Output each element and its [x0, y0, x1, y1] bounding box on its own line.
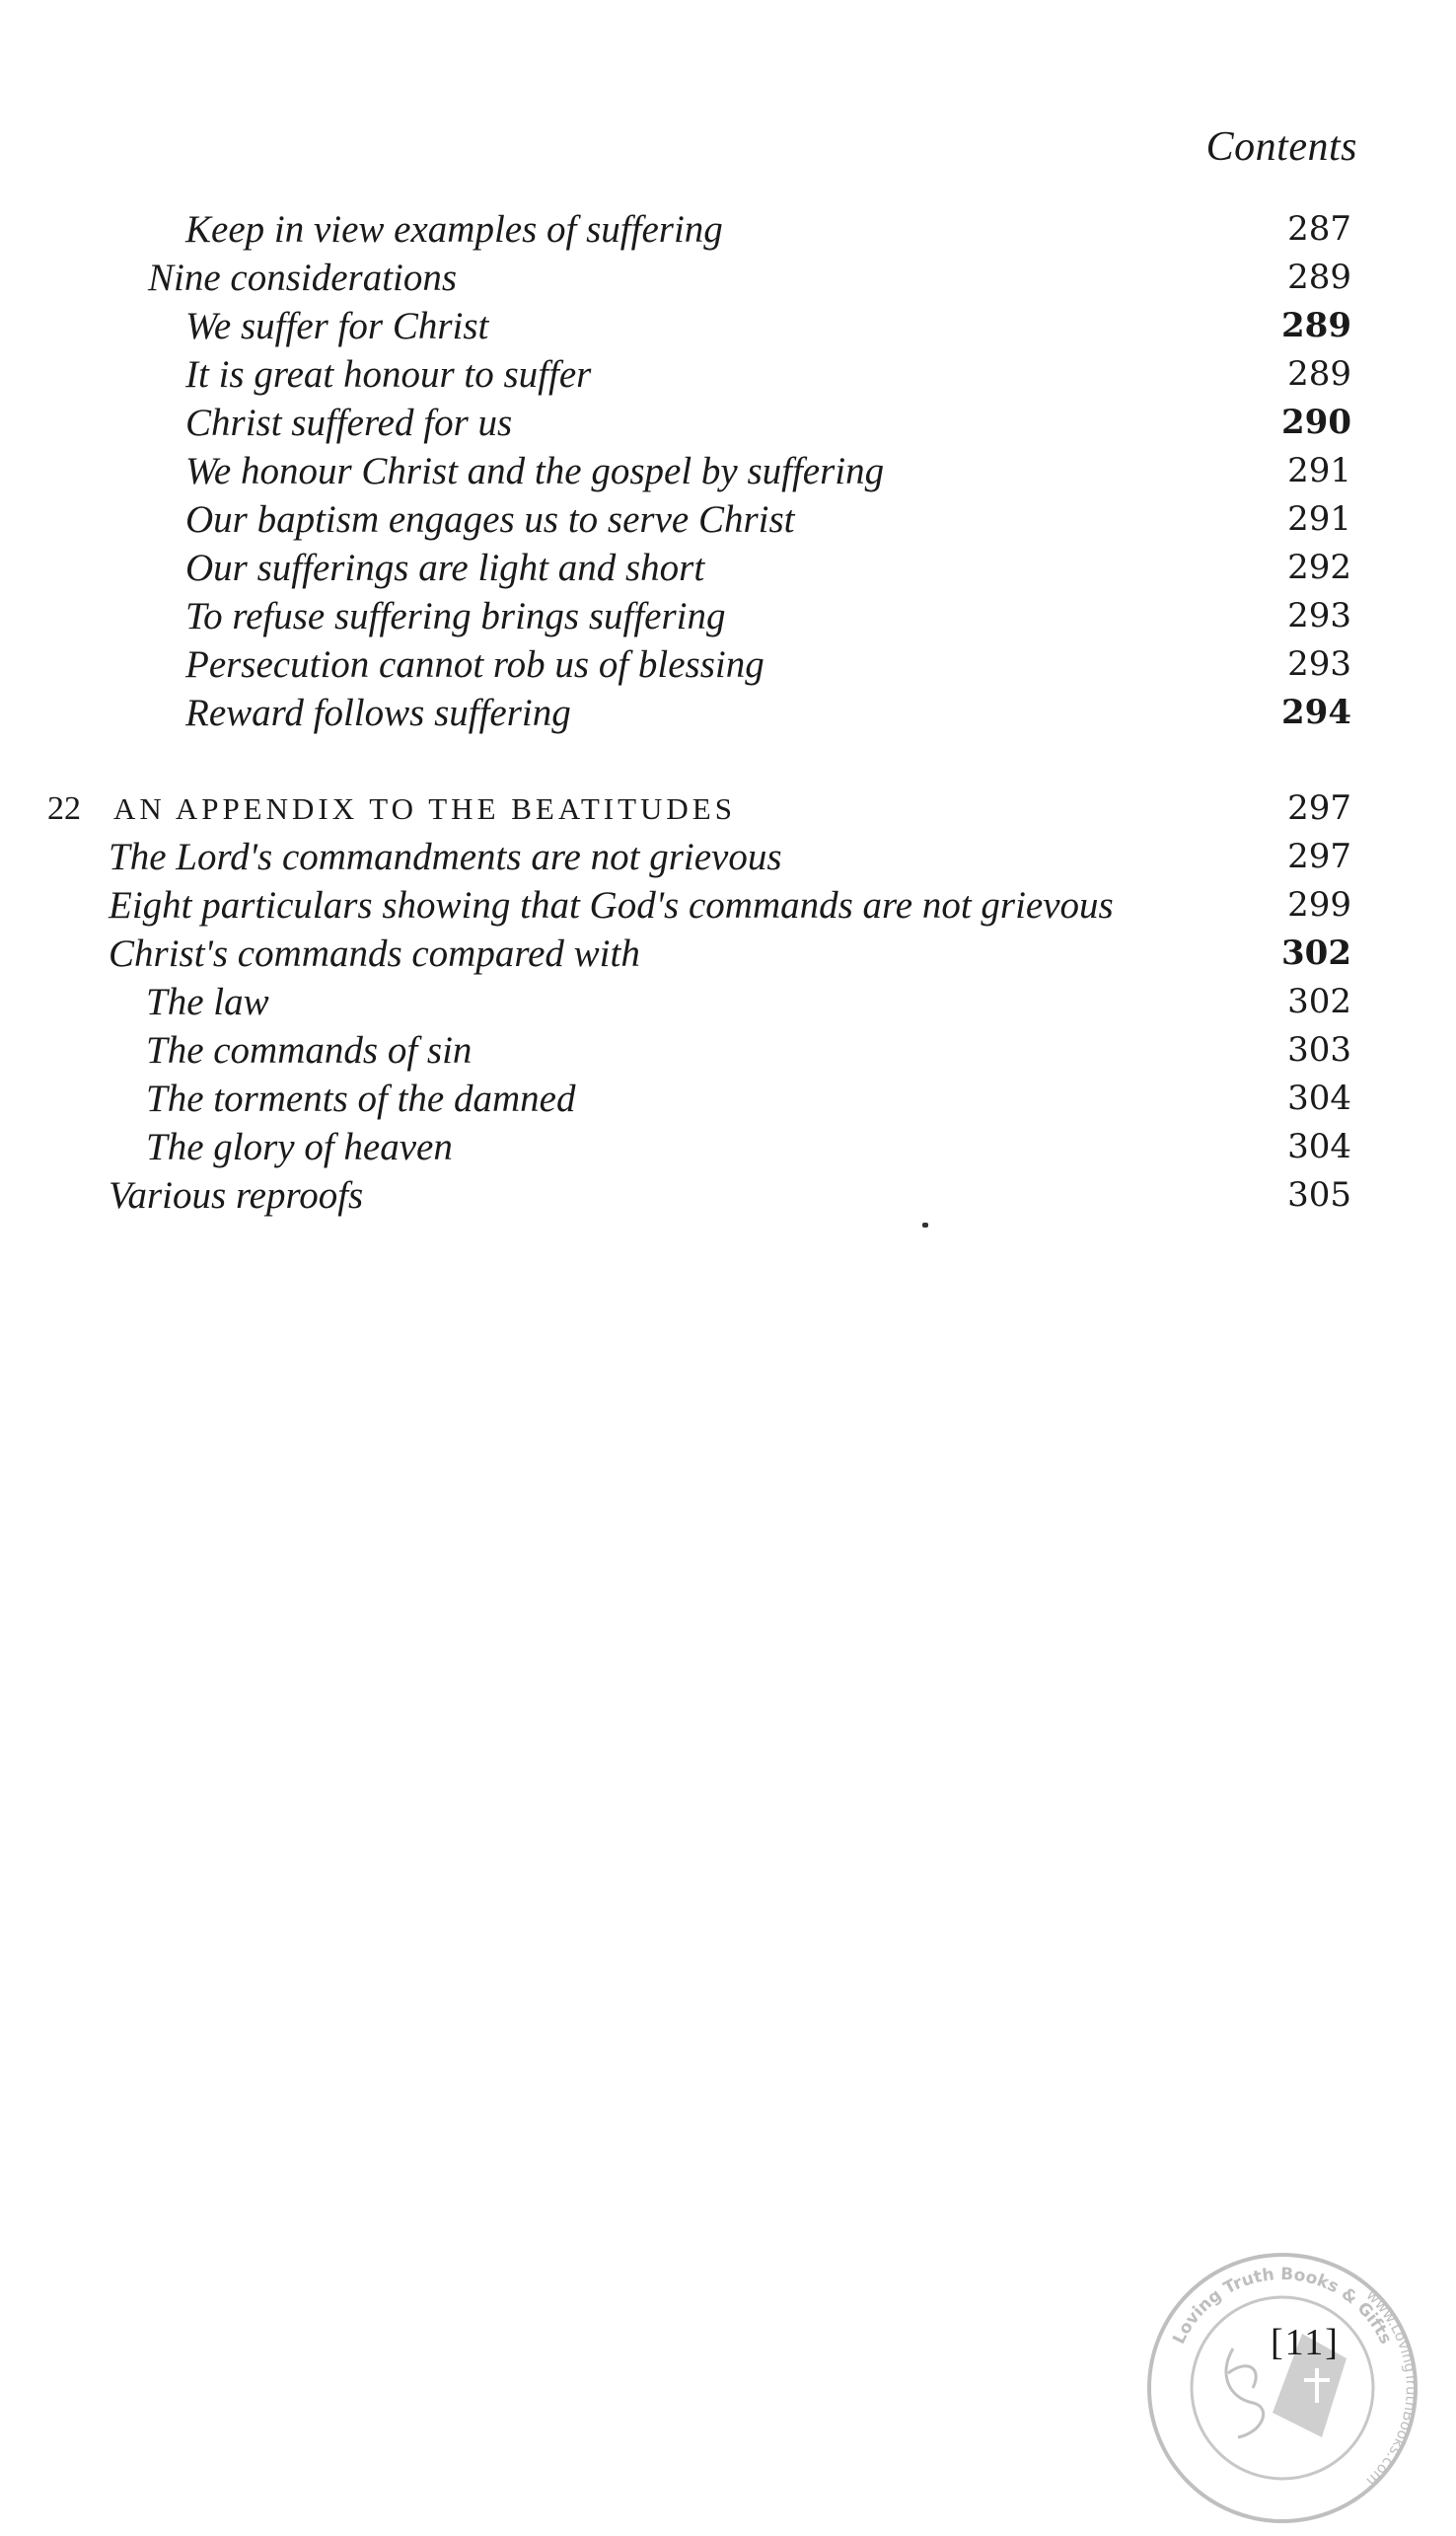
- toc-entry-title: Christ's commands compared with: [109, 932, 640, 975]
- toc-entry-page: 305: [1287, 1175, 1351, 1215]
- page-number: [11]: [1271, 2322, 1340, 2363]
- toc-entry-title: The commands of sin: [146, 1029, 473, 1072]
- toc-entry: [0, 1171, 1456, 1220]
- toc-entry-title: Our sufferings are light and short: [185, 547, 705, 589]
- toc-entry-title: Nine considerations: [148, 257, 458, 299]
- toc-entry-title: The glory of heaven: [146, 1126, 453, 1168]
- toc-entry-page: 289: [1287, 354, 1351, 394]
- toc-entry: [0, 881, 1456, 930]
- toc-entry: [0, 1075, 1456, 1123]
- toc-entry-title: Reward follows suffering: [185, 692, 571, 734]
- toc-entry: [0, 495, 1456, 544]
- toc-entry: [0, 399, 1456, 447]
- toc-entry-page: 289: [1287, 258, 1351, 297]
- toc-entry: [0, 1026, 1456, 1075]
- toc-entry: [0, 1123, 1456, 1171]
- stamp-top-text: Loving Truth Books & Gifts: [1169, 2264, 1396, 2348]
- toc-entry-page: 289: [1281, 306, 1351, 345]
- running-head: Contents: [1205, 124, 1357, 170]
- toc-entry: [0, 592, 1456, 640]
- chapter-number: 22: [47, 790, 81, 827]
- toc-entry-page: 291: [1287, 451, 1351, 490]
- toc-entry-page: 291: [1287, 499, 1351, 539]
- toc-entry-title: Various reproofs: [109, 1174, 364, 1217]
- toc-entry-page: 302: [1281, 933, 1351, 973]
- toc-entry: [0, 689, 1456, 737]
- toc-entry: [0, 544, 1456, 592]
- toc-entry: [0, 640, 1456, 689]
- toc-entry-page: 304: [1287, 1079, 1351, 1118]
- toc-entry-title: To refuse suffering brings suffering: [185, 595, 726, 637]
- chapter-page: 297: [1287, 788, 1351, 828]
- toc-entry: [0, 205, 1456, 254]
- toc-entry-title: We honour Christ and the gospel by suffering: [185, 450, 885, 492]
- section-spacer: [0, 737, 1456, 784]
- toc-entry: [0, 254, 1456, 302]
- toc-entry-title: It is great honour to suffer: [185, 353, 592, 396]
- chapter-heading: [0, 784, 1456, 833]
- toc-entry-title: The Lord's commandments are not grievous: [109, 836, 782, 878]
- toc-entry-page: 299: [1287, 885, 1351, 925]
- toc-entry-title: We suffer for Christ: [185, 305, 489, 347]
- toc-entry-title: The torments of the damned: [146, 1078, 576, 1120]
- table-of-contents: [0, 205, 1456, 1220]
- chapter-title: AN APPENDIX TO THE BEATITUDES: [113, 791, 736, 826]
- toc-entry-page: 294: [1281, 693, 1351, 732]
- watermark-stamp-icon: [1134, 2240, 1430, 2536]
- toc-entry: [0, 447, 1456, 495]
- toc-entry-title: Persecution cannot rob us of blessing: [185, 643, 764, 686]
- toc-entry-title: Eight particulars showing that God's commands are not grievous: [109, 884, 1114, 927]
- toc-entry-page: 303: [1287, 1030, 1351, 1070]
- toc-entry: [0, 978, 1456, 1026]
- toc-entry: [0, 302, 1456, 350]
- toc-entry-page: 287: [1287, 209, 1351, 249]
- toc-entry: [0, 930, 1456, 978]
- stamp-right-text: www.LovingTruthBooks.com: [1362, 2285, 1420, 2491]
- toc-entry-page: 293: [1287, 596, 1351, 635]
- toc-entry-title: Our baptism engages us to serve Christ: [185, 498, 795, 541]
- toc-entry: [0, 350, 1456, 399]
- ink-speck: [922, 1223, 928, 1228]
- toc-entry-page: 304: [1287, 1127, 1351, 1166]
- toc-entry-page: 293: [1287, 644, 1351, 684]
- toc-entry-title: Christ suffered for us: [185, 402, 513, 444]
- toc-entry-page: 290: [1281, 403, 1351, 442]
- toc-entry-page: 297: [1287, 837, 1351, 876]
- toc-entry-page: 292: [1287, 548, 1351, 587]
- toc-entry-title: Keep in view examples of suffering: [185, 208, 723, 251]
- toc-entry: [0, 833, 1456, 881]
- toc-entry-page: 302: [1287, 982, 1351, 1021]
- toc-entry-title: The law: [146, 981, 269, 1023]
